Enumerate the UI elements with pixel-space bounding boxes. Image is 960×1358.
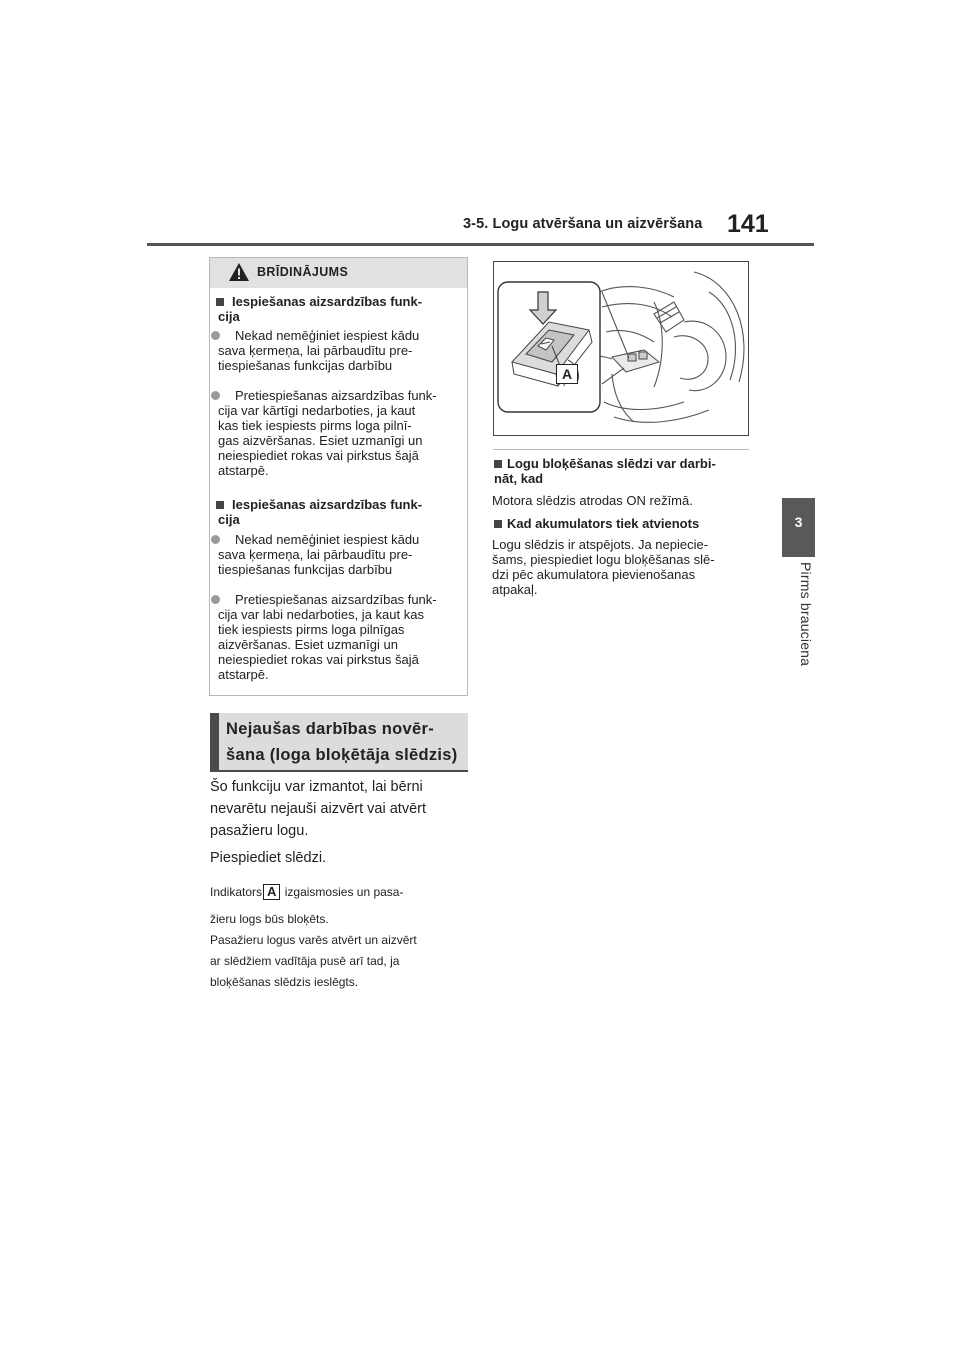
warning-item-title: Iespiešanas aizsardzības funk- cija bbox=[218, 497, 423, 527]
warning-bullet-text: Nekad nemēģiniet iespiest kādu sava ķermeņa, lai pārbaudītu pre- tiespiešanas funkcijas darbību bbox=[218, 532, 420, 577]
warning-title: BRĪDINĀJUMS bbox=[257, 265, 349, 279]
figure-callout-a: A bbox=[556, 364, 578, 384]
body-note: Indikators A izgaismosies un pasa- žieru logs būs bloķēts. bbox=[210, 884, 404, 926]
warning-item-title: Iespiešanas aizsardzības funk- cija bbox=[218, 294, 423, 324]
indicator-callout: A bbox=[263, 884, 280, 900]
header-rule bbox=[147, 243, 814, 246]
chapter-number: 3 bbox=[794, 514, 803, 530]
section-rule bbox=[210, 770, 468, 772]
body-paragraph: Piespiediet slēdzi. bbox=[210, 850, 327, 866]
right-paragraph: Motora slēdzis atrodas ON režīmā. bbox=[492, 493, 693, 508]
body-note: Pasažieru logus varēs atvērt un aizvērt ar slēdžiem vadītāja pusē arī tad, ja bloķēšanas slēdzis ieslēgts. bbox=[210, 933, 417, 989]
window-lock-switch-illustration bbox=[493, 261, 749, 436]
warning-bullet-text: Pretiespiešanas aizsardzības funk- cija var labi nedarboties, ja kaut kas tiek iespiests pirms loga pilnīgas aizvēršanas. Esiet uzmanīgi un neiespiediet rokas vai pirkstus šajā atstarpē. bbox=[218, 592, 437, 682]
figure-rule bbox=[493, 449, 749, 450]
page-number: 141 bbox=[727, 210, 769, 238]
illustration-drawing bbox=[494, 262, 748, 435]
section-accent-bar bbox=[210, 713, 219, 770]
warning-bullet-text: Pretiespiešanas aizsardzības funk- cija var kārtīgi nedarboties, ja kaut kas tiek iespiests pirms loga pilnī- gas aizvēršanas. Esiet uzmanīgi un neiespiediet rokas vai pirkstus šajā atstarpē. bbox=[218, 388, 437, 478]
right-heading: Kad akumulators tiek atvienots bbox=[507, 516, 700, 531]
warning-bullet-text: Nekad nemēģiniet iespiest kādu sava ķermeņa, lai pārbaudītu pre- tiespiešanas funkcijas darbību bbox=[218, 328, 420, 373]
section-title: Nejaušas darbības novēr- šana (loga bloķētāja slēdzis) bbox=[226, 720, 458, 764]
body-paragraph: Šo funkciju var izmantot, lai bērni nevarētu nejauši aizvērt vai atvērt pasažieru logu. bbox=[210, 779, 426, 839]
right-paragraph: Logu slēdzis ir atspējots. Ja nepiecie- šams, piespiediet logu bloķēšanas slē- dzi pēc akumulatora pievienošanas atpakaļ. bbox=[492, 537, 715, 597]
warning-triangle-icon bbox=[228, 262, 250, 282]
section-breadcrumb: 3-5. Logu atvēršana un aizvēršana bbox=[463, 216, 703, 232]
right-heading: Logu bloķēšanas slēdzi var darbi- nāt, kad bbox=[494, 456, 716, 486]
chapter-label: Pirms brauciena bbox=[798, 562, 814, 667]
